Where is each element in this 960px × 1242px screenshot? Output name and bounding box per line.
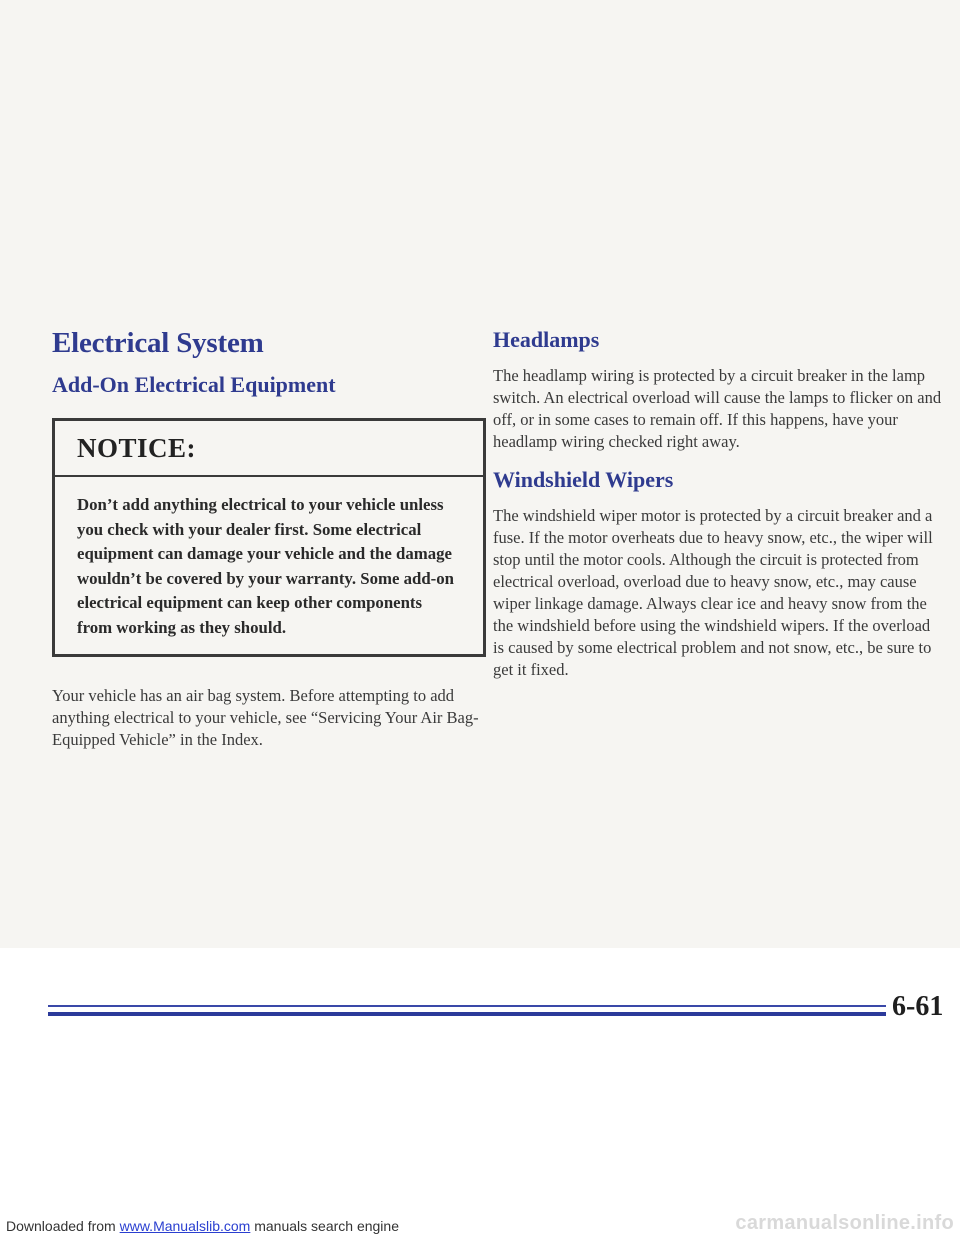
- windshield-wipers-title: Windshield Wipers: [493, 467, 674, 492]
- notice-header: [55, 421, 483, 477]
- headlamps-title: Headlamps: [493, 327, 600, 352]
- air-bag-paragraph: Your vehicle has an air bag system. Before attempting to add anything electrical to your vehicle, see “Servicing Your Air Bag-Equipped Vehicle” in the Index.: [52, 686, 479, 749]
- notice-title: NOTICE:: [77, 432, 197, 463]
- download-footer: [0, 1204, 960, 1242]
- notice-body: Don’t add anything electrical to your vehicle unless you check with your dealer first. Some electrical equipment can damage your vehicle and the damage wouldn’t be covered by your warranty. Some add-on electrical equipment can keep other components from working as they should.: [77, 495, 454, 637]
- headlamps-paragraph: The headlamp wiring is protected by a circuit breaker in the lamp switch. An electrical overload will cause the lamps to flicker on and off, or in some cases to remain off. If this happens, have your headlamp wiring checked right away.: [493, 366, 942, 451]
- right-column: [493, 325, 943, 681]
- download-notice: [6, 1218, 399, 1234]
- watermark-text: carmanualsonline.info: [735, 1212, 954, 1234]
- subsection-title-add-on-equipment: Add-On Electrical Equipment: [52, 372, 336, 397]
- download-prefix: Downloaded from: [6, 1218, 120, 1234]
- windshield-wipers-paragraph: The windshield wiper motor is protected by a circuit breaker and a fuse. If the motor overheats due to heavy snow, etc., the wiper will stop until the motor cools. Although the circuit is protected from electrical overload, overload due to heavy snow, etc., may cause wiper linkage damage. Always clear ice and heavy snow from the the windshield before using the windshield wipers. If the overload is caused by some electrical problem and not snow, etc., be sure to get it fixed.: [493, 506, 933, 679]
- section-title: Electrical System: [52, 327, 264, 359]
- download-suffix: manuals search engine: [250, 1218, 399, 1234]
- footer-rule-thick: [48, 1012, 886, 1016]
- left-column: [52, 325, 492, 751]
- page-number: 6-61: [892, 991, 944, 1022]
- notice-box: [52, 418, 486, 657]
- manualslib-link[interactable]: www.Manualslib.com: [119, 1218, 251, 1234]
- footer-rule-thin: [48, 1005, 886, 1007]
